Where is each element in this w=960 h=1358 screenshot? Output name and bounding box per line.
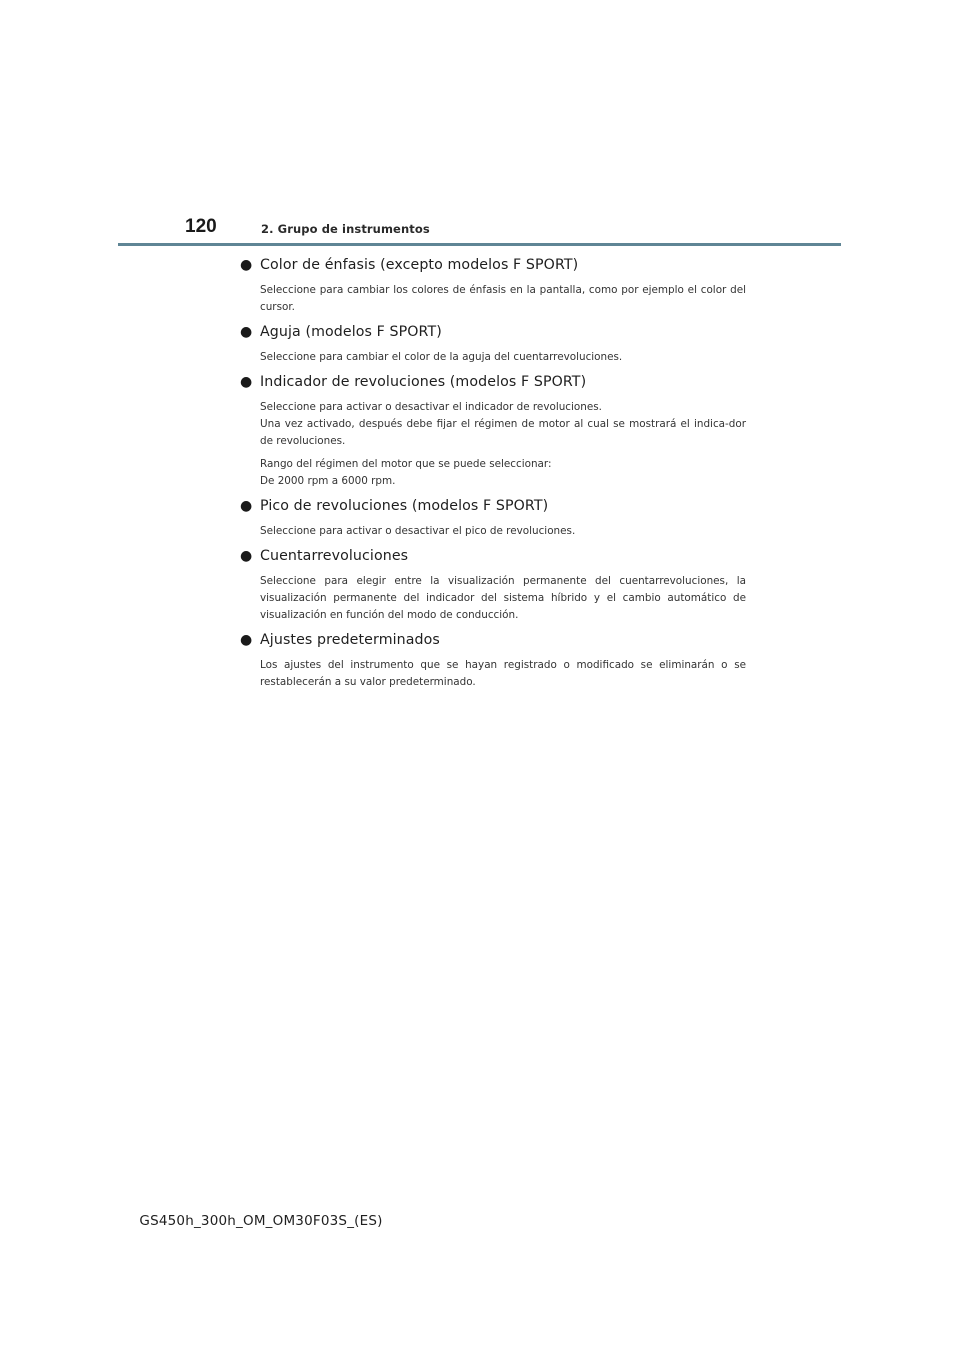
item-title: Color de énfasis (excepto modelos F SPORT)	[260, 257, 579, 273]
item-title: Ajustes predeterminados	[260, 632, 440, 648]
description-text: Los ajustes del instrumento que se hayan registrado o modificado se eliminarán o se restablecerán a su valor predeterminado.	[260, 659, 746, 688]
item-heading	[240, 494, 746, 518]
item-title: Aguja (modelos F SPORT)	[260, 324, 442, 340]
description-text: Seleccione para elegir entre la visualización permanente del cuentarrevoluciones, la visualización permanente del indicador del sistema híbrido y el cambio automático de visualización en función del modo de conducción.	[260, 575, 746, 621]
item-heading	[240, 370, 746, 394]
item-title: Cuentarrevoluciones	[260, 548, 409, 564]
list-item	[240, 320, 746, 366]
list-item	[240, 253, 746, 316]
list-item	[240, 494, 746, 540]
item-heading	[240, 628, 746, 652]
description-text: Seleccione para activar o desactivar el indicador de revoluciones.	[260, 401, 602, 413]
description-text: Rango del régimen del motor que se puede seleccionar:	[260, 458, 552, 470]
document-code	[0, 1213, 960, 1229]
item-description	[260, 657, 746, 691]
description-text: Seleccione para cambiar el color de la aguja del cuentarrevoluciones.	[260, 351, 623, 363]
item-title: Indicador de revoluciones (modelos F SPORT)	[260, 374, 587, 390]
item-description	[260, 523, 746, 540]
bullet-icon: ●	[240, 632, 253, 648]
description-text: Seleccione para activar o desactivar el pico de revoluciones.	[260, 525, 576, 537]
list-item	[240, 544, 746, 624]
item-description	[260, 282, 746, 316]
page-number: 120	[185, 216, 217, 237]
description-text: De 2000 rpm a 6000 rpm.	[260, 475, 396, 487]
item-title: Pico de revoluciones (modelos F SPORT)	[260, 498, 549, 514]
section-title: 2. Grupo de instrumentos	[261, 222, 430, 236]
item-description	[260, 573, 746, 624]
item-description	[260, 399, 746, 490]
bullet-icon: ●	[240, 257, 253, 273]
list-item	[240, 628, 746, 691]
list-item	[240, 370, 746, 490]
item-heading	[240, 320, 746, 344]
item-heading	[240, 544, 746, 568]
header-rule	[118, 243, 841, 246]
description-text: Seleccione para cambiar los colores de énfasis en la pantalla, como por ejemplo el color del cursor.	[260, 284, 746, 313]
item-heading	[240, 253, 746, 277]
bullet-icon: ●	[240, 374, 253, 390]
settings-list	[240, 253, 746, 691]
bullet-icon: ●	[240, 498, 253, 514]
item-description	[260, 349, 746, 366]
bullet-icon: ●	[240, 324, 253, 340]
bullet-icon: ●	[240, 548, 253, 564]
document-code-text: GS450h_300h_OM_OM30F03S_(ES)	[139, 1213, 383, 1229]
description-text: Una vez activado, después debe fijar el régimen de motor al cual se mostrará el indica-dor de revoluciones.	[260, 418, 746, 447]
